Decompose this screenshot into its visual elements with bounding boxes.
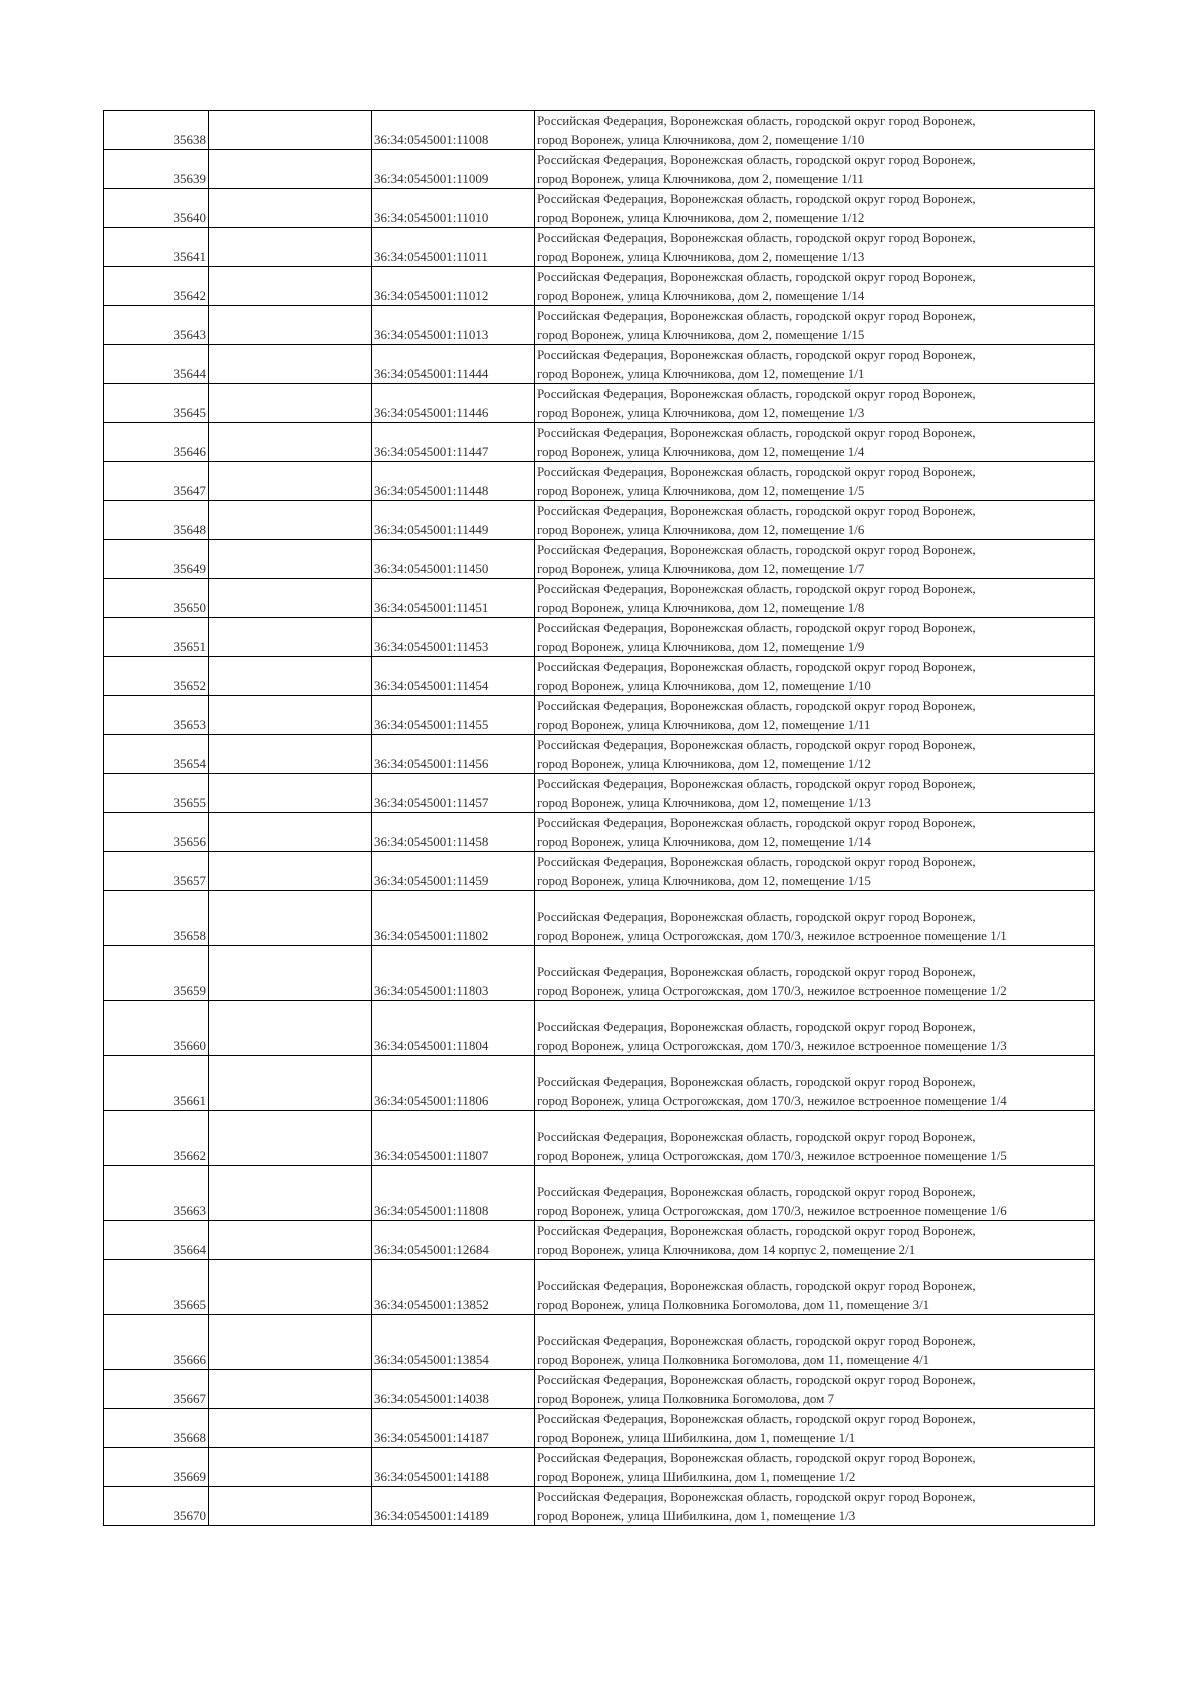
address-line-1: Российская Федерация, Воронежская область, городской округ город Воронеж, — [537, 1372, 976, 1387]
cadastral-number-cell: 36:34:0545001:11457 — [372, 774, 535, 813]
cadastral-number-cell: 36:34:0545001:14038 — [372, 1370, 535, 1409]
address-cell — [535, 267, 1095, 306]
table-row — [104, 774, 1095, 813]
address-line-1: Российская Федерация, Воронежская область, городской округ город Воронеж, — [537, 1074, 976, 1089]
row-number-cell: 35664 — [104, 1221, 209, 1260]
address-line-2: город Воронеж, улица Ключникова, дом 12, помещение 1/5 — [537, 483, 865, 498]
cadastral-number-cell: 36:34:0545001:11804 — [372, 1001, 535, 1056]
empty-cell — [209, 111, 372, 150]
row-number-cell: 35665 — [104, 1260, 209, 1315]
address-line-1: Российская Федерация, Воронежская область, городской округ город Воронеж, — [537, 1129, 976, 1144]
address-cell — [535, 306, 1095, 345]
address-line-1: Российская Федерация, Воронежская область, городской округ город Воронеж, — [537, 581, 976, 596]
address-cell — [535, 657, 1095, 696]
address-line-2: город Воронеж, улица Ключникова, дом 2, помещение 1/14 — [537, 288, 865, 303]
empty-cell — [209, 735, 372, 774]
address-line-1: Российская Федерация, Воронежская область, городской округ город Воронеж, — [537, 620, 976, 635]
empty-cell — [209, 1448, 372, 1487]
table-row — [104, 813, 1095, 852]
address-cell — [535, 1221, 1095, 1260]
table-row — [104, 891, 1095, 946]
address-line-2: город Воронеж, улица Ключникова, дом 12, помещение 1/3 — [537, 405, 865, 420]
table-row — [104, 1056, 1095, 1111]
address-line-2: город Воронеж, улица Ключникова, дом 2, помещение 1/15 — [537, 327, 865, 342]
table-row — [104, 384, 1095, 423]
table-row — [104, 228, 1095, 267]
table-row — [104, 579, 1095, 618]
table-row — [104, 189, 1095, 228]
address-line-2: город Воронеж, улица Шибилкина, дом 1, помещение 1/2 — [537, 1469, 856, 1484]
address-line-2: город Воронеж, улица Шибилкина, дом 1, помещение 1/3 — [537, 1508, 856, 1523]
cadastral-number-cell: 36:34:0545001:11448 — [372, 462, 535, 501]
address-cell — [535, 189, 1095, 228]
address-line-2: город Воронеж, улица Полковника Богомолова, дом 11, помещение 3/1 — [537, 1297, 930, 1312]
empty-cell — [209, 1315, 372, 1370]
row-number-cell: 35668 — [104, 1409, 209, 1448]
cadastral-number-cell: 36:34:0545001:11011 — [372, 228, 535, 267]
address-line-2: город Воронеж, улица Ключникова, дом 12, помещение 1/13 — [537, 795, 871, 810]
address-line-2: город Воронеж, улица Ключникова, дом 12, помещение 1/4 — [537, 444, 865, 459]
cadastral-number-cell: 36:34:0545001:11456 — [372, 735, 535, 774]
empty-cell — [209, 657, 372, 696]
address-line-2: город Воронеж, улица Шибилкина, дом 1, помещение 1/1 — [537, 1430, 856, 1445]
table-row — [104, 150, 1095, 189]
cadastral-number-cell: 36:34:0545001:11444 — [372, 345, 535, 384]
empty-cell — [209, 774, 372, 813]
address-line-1: Российская Федерация, Воронежская область, городской округ город Воронеж, — [537, 1223, 976, 1238]
address-line-1: Российская Федерация, Воронежская область, городской округ город Воронеж, — [537, 1019, 976, 1034]
cadastral-number-cell: 36:34:0545001:11009 — [372, 150, 535, 189]
address-cell — [535, 852, 1095, 891]
row-number-cell: 35640 — [104, 189, 209, 228]
address-line-2: город Воронеж, улица Полковника Богомолова, дом 7 — [537, 1391, 835, 1406]
table-row — [104, 852, 1095, 891]
address-cell — [535, 1370, 1095, 1409]
address-cell — [535, 891, 1095, 946]
address-cell — [535, 1111, 1095, 1166]
cadastral-number-cell: 36:34:0545001:11453 — [372, 618, 535, 657]
empty-cell — [209, 852, 372, 891]
row-number-cell: 35652 — [104, 657, 209, 696]
address-line-1: Российская Федерация, Воронежская область, городской округ город Воронеж, — [537, 152, 976, 167]
empty-cell — [209, 462, 372, 501]
address-line-1: Российская Федерация, Воронежская область, городской округ город Воронеж, — [537, 113, 976, 128]
empty-cell — [209, 228, 372, 267]
cadastral-number-cell: 36:34:0545001:11450 — [372, 540, 535, 579]
address-line-1: Российская Федерация, Воронежская область, городской округ город Воронеж, — [537, 1411, 976, 1426]
cadastral-number-cell: 36:34:0545001:11802 — [372, 891, 535, 946]
address-cell — [535, 696, 1095, 735]
address-line-2: город Воронеж, улица Ключникова, дом 12, помещение 1/12 — [537, 756, 871, 771]
address-cell — [535, 228, 1095, 267]
cadastral-number-cell: 36:34:0545001:12684 — [372, 1221, 535, 1260]
address-line-2: город Воронеж, улица Острогожская, дом 170/3, нежилое встроенное помещение 1/1 — [537, 928, 1007, 943]
cadastral-number-cell: 36:34:0545001:14189 — [372, 1487, 535, 1526]
empty-cell — [209, 540, 372, 579]
address-line-2: город Воронеж, улица Ключникова, дом 12, помещение 1/14 — [537, 834, 871, 849]
address-cell — [535, 150, 1095, 189]
row-number-cell: 35639 — [104, 150, 209, 189]
address-cell — [535, 1409, 1095, 1448]
empty-cell — [209, 813, 372, 852]
address-line-1: Российская Федерация, Воронежская область, городской округ город Воронеж, — [537, 542, 976, 557]
row-number-cell: 35667 — [104, 1370, 209, 1409]
cadastral-number-cell: 36:34:0545001:11808 — [372, 1166, 535, 1221]
row-number-cell: 35645 — [104, 384, 209, 423]
table-row — [104, 1315, 1095, 1370]
address-line-2: город Воронеж, улица Ключникова, дом 12, помещение 1/8 — [537, 600, 865, 615]
registry-body — [104, 111, 1095, 1526]
empty-cell — [209, 1260, 372, 1315]
cadastral-number-cell: 36:34:0545001:14188 — [372, 1448, 535, 1487]
cadastral-number-cell: 36:34:0545001:11010 — [372, 189, 535, 228]
row-number-cell: 35662 — [104, 1111, 209, 1166]
row-number-cell: 35638 — [104, 111, 209, 150]
row-number-cell: 35641 — [104, 228, 209, 267]
empty-cell — [209, 1166, 372, 1221]
address-cell — [535, 540, 1095, 579]
address-line-1: Российская Федерация, Воронежская область, городской округ город Воронеж, — [537, 659, 976, 674]
address-line-2: город Воронеж, улица Ключникова, дом 12, помещение 1/10 — [537, 678, 871, 693]
address-line-1: Российская Федерация, Воронежская область, городской округ город Воронеж, — [537, 1450, 976, 1465]
address-line-2: город Воронеж, улица Острогожская, дом 170/3, нежилое встроенное помещение 1/3 — [537, 1038, 1007, 1053]
cadastral-number-cell: 36:34:0545001:11459 — [372, 852, 535, 891]
address-cell — [535, 1448, 1095, 1487]
empty-cell — [209, 1001, 372, 1056]
address-cell — [535, 384, 1095, 423]
address-cell — [535, 735, 1095, 774]
row-number-cell: 35666 — [104, 1315, 209, 1370]
address-cell — [535, 501, 1095, 540]
empty-cell — [209, 384, 372, 423]
empty-cell — [209, 1056, 372, 1111]
address-cell — [535, 1166, 1095, 1221]
table-row — [104, 306, 1095, 345]
empty-cell — [209, 1221, 372, 1260]
address-line-1: Российская Федерация, Воронежская область, городской округ город Воронеж, — [537, 854, 976, 869]
table-row — [104, 540, 1095, 579]
address-line-1: Российская Федерация, Воронежская область, городской округ город Воронеж, — [537, 1333, 976, 1348]
table-row — [104, 345, 1095, 384]
table-row — [104, 267, 1095, 306]
row-number-cell: 35669 — [104, 1448, 209, 1487]
address-cell — [535, 774, 1095, 813]
row-number-cell: 35648 — [104, 501, 209, 540]
table-row — [104, 501, 1095, 540]
address-line-1: Российская Федерация, Воронежская область, городской округ город Воронеж, — [537, 698, 976, 713]
address-line-1: Российская Федерация, Воронежская область, городской округ город Воронеж, — [537, 230, 976, 245]
empty-cell — [209, 618, 372, 657]
row-number-cell: 35658 — [104, 891, 209, 946]
row-number-cell: 35663 — [104, 1166, 209, 1221]
address-line-2: город Воронеж, улица Ключникова, дом 2, помещение 1/10 — [537, 132, 865, 147]
row-number-cell: 35670 — [104, 1487, 209, 1526]
empty-cell — [209, 423, 372, 462]
cadastral-number-cell: 36:34:0545001:14187 — [372, 1409, 535, 1448]
table-row — [104, 657, 1095, 696]
table-row — [104, 696, 1095, 735]
empty-cell — [209, 891, 372, 946]
empty-cell — [209, 267, 372, 306]
empty-cell — [209, 306, 372, 345]
address-line-2: город Воронеж, улица Ключникова, дом 2, помещение 1/12 — [537, 210, 865, 225]
address-line-1: Российская Федерация, Воронежская область, городской округ город Воронеж, — [537, 737, 976, 752]
address-line-2: город Воронеж, улица Ключникова, дом 12, помещение 1/6 — [537, 522, 865, 537]
empty-cell — [209, 1111, 372, 1166]
cadastral-number-cell: 36:34:0545001:13854 — [372, 1315, 535, 1370]
address-line-1: Российская Федерация, Воронежская область, городской округ город Воронеж, — [537, 269, 976, 284]
address-line-2: город Воронеж, улица Острогожская, дом 170/3, нежилое встроенное помещение 1/2 — [537, 983, 1007, 998]
table-row — [104, 735, 1095, 774]
address-line-2: город Воронеж, улица Ключникова, дом 12, помещение 1/11 — [537, 717, 871, 732]
row-number-cell: 35661 — [104, 1056, 209, 1111]
address-line-1: Российская Федерация, Воронежская область, городской округ город Воронеж, — [537, 347, 976, 362]
address-cell — [535, 462, 1095, 501]
address-line-2: город Воронеж, улица Ключникова, дом 12, помещение 1/1 — [537, 366, 865, 381]
cadastral-number-cell: 36:34:0545001:11447 — [372, 423, 535, 462]
address-line-2: город Воронеж, улица Полковника Богомолова, дом 11, помещение 4/1 — [537, 1352, 930, 1367]
row-number-cell: 35656 — [104, 813, 209, 852]
table-row — [104, 618, 1095, 657]
address-cell — [535, 579, 1095, 618]
cadastral-number-cell: 36:34:0545001:11454 — [372, 657, 535, 696]
row-number-cell: 35642 — [104, 267, 209, 306]
empty-cell — [209, 1487, 372, 1526]
row-number-cell: 35654 — [104, 735, 209, 774]
cadastral-number-cell: 36:34:0545001:11455 — [372, 696, 535, 735]
cadastral-number-cell: 36:34:0545001:11458 — [372, 813, 535, 852]
row-number-cell: 35653 — [104, 696, 209, 735]
address-line-2: город Воронеж, улица Острогожская, дом 170/3, нежилое встроенное помещение 1/6 — [537, 1203, 1007, 1218]
address-line-1: Российская Федерация, Воронежская область, городской округ город Воронеж, — [537, 776, 976, 791]
empty-cell — [209, 501, 372, 540]
cadastral-number-cell: 36:34:0545001:11012 — [372, 267, 535, 306]
cadastral-number-cell: 36:34:0545001:11451 — [372, 579, 535, 618]
table-row — [104, 1409, 1095, 1448]
table-row — [104, 1370, 1095, 1409]
cadastral-number-cell: 36:34:0545001:11449 — [372, 501, 535, 540]
empty-cell — [209, 189, 372, 228]
address-cell — [535, 1001, 1095, 1056]
property-registry-table — [103, 110, 1095, 1526]
address-line-2: город Воронеж, улица Ключникова, дом 2, помещение 1/11 — [537, 171, 864, 186]
address-cell — [535, 813, 1095, 852]
address-line-1: Российская Федерация, Воронежская область, городской округ город Воронеж, — [537, 815, 976, 830]
address-line-1: Российская Федерация, Воронежская область, городской округ город Воронеж, — [537, 464, 976, 479]
address-line-1: Российская Федерация, Воронежская область, городской округ город Воронеж, — [537, 503, 976, 518]
table-row — [104, 1487, 1095, 1526]
address-line-2: город Воронеж, улица Ключникова, дом 12, помещение 1/9 — [537, 639, 865, 654]
table-row — [104, 1260, 1095, 1315]
address-line-2: город Воронеж, улица Ключникова, дом 2, помещение 1/13 — [537, 249, 865, 264]
empty-cell — [209, 345, 372, 384]
address-cell — [535, 1056, 1095, 1111]
row-number-cell: 35650 — [104, 579, 209, 618]
table-row — [104, 1448, 1095, 1487]
empty-cell — [209, 150, 372, 189]
address-line-2: город Воронеж, улица Острогожская, дом 170/3, нежилое встроенное помещение 1/5 — [537, 1148, 1007, 1163]
cadastral-number-cell: 36:34:0545001:11446 — [372, 384, 535, 423]
row-number-cell: 35649 — [104, 540, 209, 579]
cadastral-number-cell: 36:34:0545001:11013 — [372, 306, 535, 345]
address-cell — [535, 111, 1095, 150]
row-number-cell: 35644 — [104, 345, 209, 384]
address-cell — [535, 946, 1095, 1001]
address-line-1: Российская Федерация, Воронежская область, городской округ город Воронеж, — [537, 1184, 976, 1199]
table-row — [104, 1001, 1095, 1056]
address-line-2: город Воронеж, улица Ключникова, дом 12, помещение 1/7 — [537, 561, 865, 576]
empty-cell — [209, 1409, 372, 1448]
address-cell — [535, 1260, 1095, 1315]
empty-cell — [209, 1370, 372, 1409]
table-row — [104, 946, 1095, 1001]
address-cell — [535, 423, 1095, 462]
table-row — [104, 1111, 1095, 1166]
address-cell — [535, 1487, 1095, 1526]
row-number-cell: 35657 — [104, 852, 209, 891]
row-number-cell: 35659 — [104, 946, 209, 1001]
table-row — [104, 1166, 1095, 1221]
address-line-1: Российская Федерация, Воронежская область, городской округ город Воронеж, — [537, 909, 976, 924]
cadastral-number-cell: 36:34:0545001:11008 — [372, 111, 535, 150]
cadastral-number-cell: 36:34:0545001:11806 — [372, 1056, 535, 1111]
address-line-1: Российская Федерация, Воронежская область, городской округ город Воронеж, — [537, 191, 976, 206]
cadastral-number-cell: 36:34:0545001:13852 — [372, 1260, 535, 1315]
cadastral-number-cell: 36:34:0545001:11807 — [372, 1111, 535, 1166]
row-number-cell: 35646 — [104, 423, 209, 462]
address-cell — [535, 618, 1095, 657]
row-number-cell: 35643 — [104, 306, 209, 345]
address-line-1: Российская Федерация, Воронежская область, городской округ город Воронеж, — [537, 308, 976, 323]
address-line-1: Российская Федерация, Воронежская область, городской округ город Воронеж, — [537, 1278, 976, 1293]
table-row — [104, 111, 1095, 150]
address-cell — [535, 1315, 1095, 1370]
row-number-cell: 35655 — [104, 774, 209, 813]
cadastral-number-cell: 36:34:0545001:11803 — [372, 946, 535, 1001]
address-line-1: Российская Федерация, Воронежская область, городской округ город Воронеж, — [537, 964, 976, 979]
row-number-cell: 35647 — [104, 462, 209, 501]
address-line-2: город Воронеж, улица Ключникова, дом 14 корпус 2, помещение 2/1 — [537, 1242, 916, 1257]
address-line-1: Российская Федерация, Воронежская область, городской округ город Воронеж, — [537, 386, 976, 401]
table-row — [104, 462, 1095, 501]
empty-cell — [209, 946, 372, 1001]
empty-cell — [209, 579, 372, 618]
address-line-2: город Воронеж, улица Острогожская, дом 170/3, нежилое встроенное помещение 1/4 — [537, 1093, 1007, 1108]
address-cell — [535, 345, 1095, 384]
address-line-1: Российская Федерация, Воронежская область, городской округ город Воронеж, — [537, 1489, 976, 1504]
address-line-1: Российская Федерация, Воронежская область, городской округ город Воронеж, — [537, 425, 976, 440]
table-row — [104, 423, 1095, 462]
row-number-cell: 35651 — [104, 618, 209, 657]
empty-cell — [209, 696, 372, 735]
row-number-cell: 35660 — [104, 1001, 209, 1056]
table-row — [104, 1221, 1095, 1260]
address-line-2: город Воронеж, улица Ключникова, дом 12, помещение 1/15 — [537, 873, 871, 888]
